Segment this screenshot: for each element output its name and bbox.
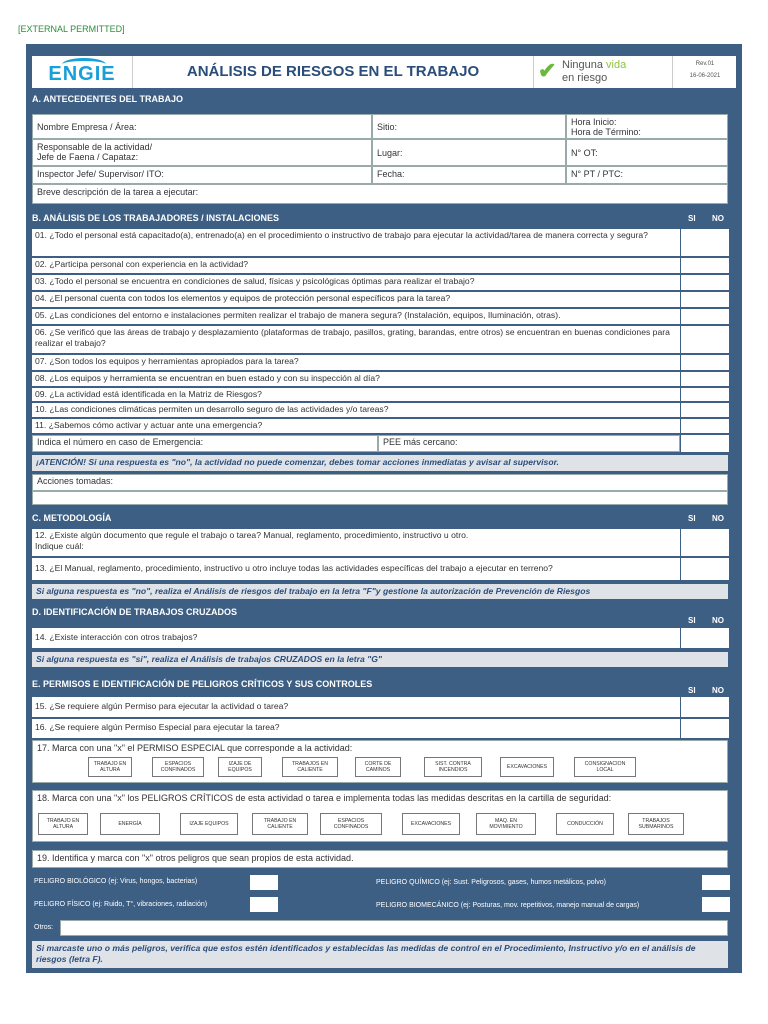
question-05: 05. ¿Las condiciones del entorno e instalaciones permiten realizar el trabajo de manera segura? (Instalación, equipos, Iluminación, otras). (32, 309, 680, 324)
q08-no-checkbox[interactable] (705, 372, 729, 386)
field-actions-taken[interactable]: Acciones tomadas: (32, 474, 728, 491)
label-others: Otros: (34, 924, 54, 931)
hazard-option[interactable]: IZAJE EQUIPOS (180, 813, 238, 835)
col-no-header: NO (712, 214, 724, 223)
col-si-header-c: SI (688, 514, 696, 523)
revision-number: Rev.01 (695, 61, 715, 67)
permit-option[interactable]: TRABAJOS EN CALIENTE (282, 757, 338, 777)
chemical-hazard-checkbox[interactable] (702, 875, 730, 890)
section-b-title: B. ANÁLISIS DE LOS TRABAJADORES / INSTALACIONES (32, 213, 280, 223)
q07-no-checkbox[interactable] (705, 355, 729, 370)
question-09: 09. ¿La actividad está identificada en la Matriz de Riesgos? (32, 388, 680, 401)
q14-no-checkbox[interactable] (705, 628, 729, 648)
field-start-time-label: Hora Inicio: (571, 117, 617, 127)
revision-box (672, 56, 737, 88)
label-biomechanical-hazard: PELIGRO BIOMECÁNICO (ej: Posturas, mov. repetitivos, manejo manual de cargas) (376, 902, 640, 909)
q08-si-checkbox[interactable] (681, 372, 705, 386)
question-11: 11. ¿Sabemos cómo activar y actuar ante una emergencia? (32, 419, 680, 433)
question-08: 08. ¿Los equipos y herramienta se encuentran en buen estado y con su inspección al día? (32, 372, 680, 386)
hazard-option[interactable]: TRABAJO EN ALTURA (38, 813, 88, 835)
q06-si-checkbox[interactable] (681, 326, 705, 353)
col-no-header-d: NO (712, 616, 724, 625)
q04-si-checkbox[interactable] (681, 292, 705, 307)
q12-no-checkbox[interactable] (705, 529, 729, 556)
section-d-warning: Si alguna respuesta es "si", realiza el Análisis de trabajos CRUZADOS en la letra "G" (32, 652, 728, 667)
question-12-text: 12. ¿Existe algún documento que regule el trabajo o tarea? Manual, reglamento, procedimiento, instructivo u otro. (35, 530, 469, 540)
q14-si-checkbox[interactable] (681, 628, 705, 648)
permit-option[interactable]: CORTE DE CAMINOS (355, 757, 401, 777)
hazard-option[interactable]: ESPACIOS CONFINADOS (320, 813, 382, 835)
q15-si-checkbox[interactable] (681, 697, 705, 717)
external-tag: [EXTERNAL PERMITTED] (18, 24, 125, 34)
field-end-time-label: Hora de Término: (571, 127, 641, 137)
permit-option[interactable]: CONSIGNACION LOCAL (574, 757, 636, 777)
q02-no-checkbox[interactable] (705, 258, 729, 273)
revision-date: 16-06-2021 (689, 73, 721, 79)
col-no-header-c: NO (712, 514, 724, 523)
hazard-option[interactable]: ENERGÍA (100, 813, 160, 835)
q06-no-checkbox[interactable] (705, 326, 729, 353)
question-16: 16. ¿Se requiere algún Permiso Especial para ejecutar la tarea? (32, 719, 680, 738)
permit-option[interactable]: SIST. CONTRA INCENDIOS (424, 757, 482, 777)
q01-si-checkbox[interactable] (681, 229, 705, 256)
col-si-header: SI (688, 214, 696, 223)
logo-text: ENGIE (48, 63, 116, 85)
page-title: ANÁLISIS DE RIESGOS EN EL TRABAJO (132, 56, 534, 88)
hazard-option[interactable]: CONDUCCIÓN (556, 813, 614, 835)
field-emergency-number[interactable]: Indica el número en caso de Emergencia: (32, 435, 378, 452)
permit-option[interactable]: ESPACIOS CONFINADOS (152, 757, 204, 777)
field-responsible-label-1: Responsable de la actividad/ (37, 142, 153, 152)
section-e-warning: Si marcaste uno o más peligros, verifica que estos estén identificados y establecidas las medidas de control en el Procedimiento, Instructivo y/o en el análisis de riesgos (letra F). (32, 941, 728, 968)
q09-no-checkbox[interactable] (705, 388, 729, 401)
q05-no-checkbox[interactable] (705, 309, 729, 324)
question-07: 07. ¿Son todos los equipos y herramientas apropiados para la tarea? (32, 355, 680, 370)
hazard-option[interactable]: EXCAVACIONES (402, 813, 460, 835)
field-others[interactable] (60, 920, 728, 936)
biological-hazard-checkbox[interactable] (250, 875, 278, 890)
field-pee[interactable]: PEE más cercano: (378, 435, 680, 452)
question-12 (32, 529, 680, 556)
question-19: 19. Identifica y marca con "x" otros peligros que sean propios de esta actividad. (32, 850, 728, 868)
field-pt[interactable]: N° PT / PTC: (566, 166, 728, 184)
question-03: 03. ¿Todo el personal se encuentra en condiciones de salud, físicas y psicológicas óptimas para realizar el trabajo? (32, 275, 680, 290)
hazard-option[interactable]: MAQ. EN MOVIMIENTO (476, 813, 536, 835)
safety-motto (536, 58, 666, 86)
field-site[interactable]: Sitio: (372, 114, 566, 139)
section-d-title: D. IDENTIFICACIÓN DE TRABAJOS CRUZADOS (32, 607, 238, 617)
label-chemical-hazard: PELIGRO QUÍMICO (ej: Sust. Peligrosos, gases, humos metálicos, polvo) (376, 879, 606, 886)
section-b-warning: ¡ATENCIÓN! Si una respuesta es "no", la actividad no puede comenzar, debes tomar acciones inmediatas y avisar al supervisor. (32, 455, 728, 471)
field-actions-line-2[interactable] (32, 491, 728, 505)
question-06: 06. ¿Se verificó que las áreas de trabajo y desplazamiento (plataformas de trabajo, pasillos, grating, barandas, entre otros) se encuentran en buenas condiciones para realizar el trabajo? (32, 326, 680, 353)
q09-si-checkbox[interactable] (681, 388, 705, 401)
field-responsible-label-2: Jefe de Faena / Capataz: (37, 152, 139, 162)
permit-option[interactable]: TRABAJO EN ALTURA (88, 757, 132, 777)
question-01: 01. ¿Todo el personal está capacitado(a), entrenado(a) en el procedimiento o instructivo de trabajo para ejecutar la actividad/tarea de manera correcta y segura? (32, 229, 680, 256)
q11-si-checkbox[interactable] (681, 419, 705, 433)
field-company[interactable]: Nombre Empresa / Área: (32, 114, 372, 139)
emergency-si-cell (681, 435, 705, 452)
question-17: 17. Marca con una "x" el PERMISO ESPECIAL que corresponde a la actividad: (37, 743, 353, 753)
col-no-header-e: NO (712, 686, 724, 695)
question-18: 18. Marca con una "x" los PELIGROS CRÍTICOS de esta actividad o tarea e implementa todas las medidas descritas en la cartilla de seguridad: (37, 793, 612, 803)
q10-no-checkbox[interactable] (705, 403, 729, 417)
question-14: 14. ¿Existe interacción con otros trabajos? (32, 628, 680, 648)
section-c-warning: Si alguna respuesta es "no", realiza el Análisis de riesgos del trabajo en la letra "F"y gestione la autorización de Prevención de Riesgos (32, 584, 728, 599)
q04-no-checkbox[interactable] (705, 292, 729, 307)
question-04: 04. ¿El personal cuenta con todos los elementos y equipos de protección personal específicos para la tarea? (32, 292, 680, 307)
q11-no-checkbox[interactable] (705, 419, 729, 433)
q16-si-checkbox[interactable] (681, 719, 705, 738)
question-12-which: Indique cuál: (35, 541, 84, 551)
motto-word-2: vida (606, 59, 627, 71)
permit-option[interactable]: IZAJE DE EQUIPOS (218, 757, 262, 777)
col-si-header-e: SI (688, 686, 696, 695)
label-biological-hazard: PELIGRO BIOLÓGICO (ej: Virus, hongos, bacterias) (34, 878, 198, 885)
hazard-option[interactable]: TRABAJOS SUBMARINOS (628, 813, 684, 835)
emergency-no-cell (705, 435, 729, 452)
physical-hazard-checkbox[interactable] (250, 897, 278, 912)
question-15: 15. ¿Se requiere algún Permiso para ejecutar la actividad o tarea? (32, 697, 680, 717)
q07-si-checkbox[interactable] (681, 355, 705, 370)
section-e-title: E. PERMISOS E IDENTIFICACIÓN DE PELIGROS CRÍTICOS Y SUS CONTROLES (32, 679, 373, 689)
field-place[interactable]: Lugar: (372, 139, 566, 166)
field-time[interactable] (566, 114, 728, 139)
q15-no-checkbox[interactable] (705, 697, 729, 717)
q02-si-checkbox[interactable] (681, 258, 705, 273)
permit-option[interactable]: EXCAVACIONES (500, 757, 554, 777)
motto-word-1: Ninguna (562, 59, 603, 71)
q05-si-checkbox[interactable] (681, 309, 705, 324)
engie-logo (40, 60, 124, 84)
section-a-title: A. ANTECEDENTES DEL TRABAJO (32, 94, 184, 104)
q13-si-checkbox[interactable] (681, 558, 705, 580)
section-c-title: C. METODOLOGÍA (32, 513, 112, 523)
biomechanical-hazard-checkbox[interactable] (702, 897, 730, 912)
q12-si-checkbox[interactable] (681, 529, 705, 556)
label-physical-hazard: PELIGRO FÍSICO (ej: Ruido, T°, vibraciones, radiación) (34, 901, 208, 908)
hazard-option[interactable]: TRABAJO EN CALIENTE (252, 813, 308, 835)
field-ot[interactable]: N° OT: (566, 139, 728, 166)
q01-no-checkbox[interactable] (705, 229, 729, 256)
field-task-description[interactable]: Breve descripción de la tarea a ejecutar: (32, 184, 728, 204)
q16-no-checkbox[interactable] (705, 719, 729, 738)
col-si-header-d: SI (688, 616, 696, 625)
form-header (32, 56, 736, 88)
field-responsible[interactable] (32, 139, 372, 166)
question-02: 02. ¿Participa personal con experiencia en la actividad? (32, 258, 680, 273)
q10-si-checkbox[interactable] (681, 403, 705, 417)
motto-line-2: en riesgo (562, 72, 608, 84)
checkmark-icon: ✔ (538, 58, 557, 83)
field-inspector[interactable]: Inspector Jefe/ Supervisor/ ITO: (32, 166, 372, 184)
q03-no-checkbox[interactable] (705, 275, 729, 290)
q03-si-checkbox[interactable] (681, 275, 705, 290)
q13-no-checkbox[interactable] (705, 558, 729, 580)
question-10: 10. ¿Las condiciones climáticas permiten un desarrollo seguro de las actividades y/o tareas? (32, 403, 680, 417)
field-date[interactable]: Fecha: (372, 166, 566, 184)
question-13: 13. ¿El Manual, reglamento, procedimiento, instructivo u otro incluye todas las actividades específicas del trabajo a ejecutar en terreno? (32, 558, 680, 580)
